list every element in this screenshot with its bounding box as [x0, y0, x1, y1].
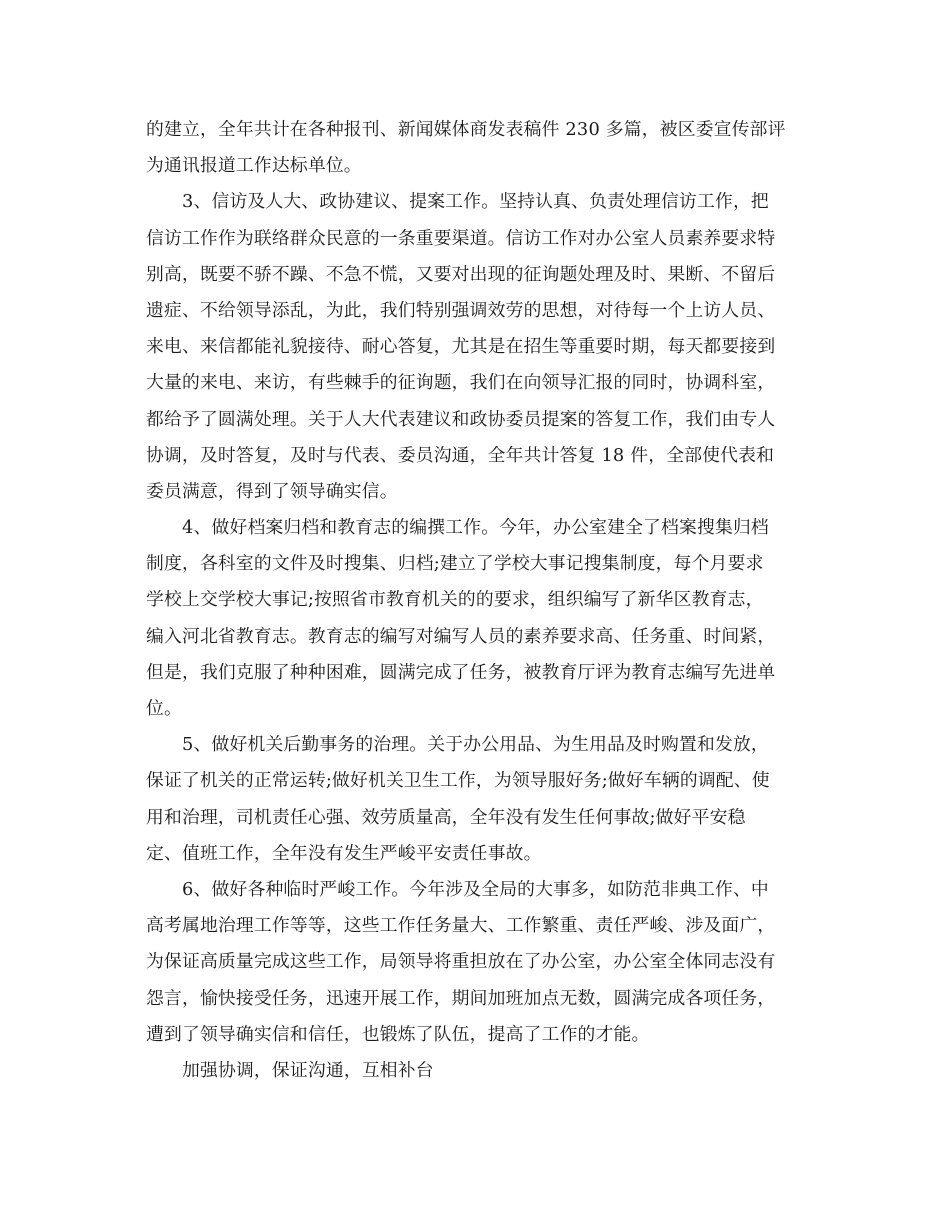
text-line: 高考属地治理工作等等，这些工作任务量大、工作繁重、责任严峻、涉及面广， [146, 915, 776, 937]
text-line: 学校上交学校大事记;按照省市教育机关的的要求，组织编写了新华区教育志， [146, 589, 764, 611]
text-line: 位。 [146, 698, 182, 719]
paragraph-start-line: 5、做好机关后勤事务的治理。关于办公用品、为生用品及时购置和发放， [182, 734, 769, 756]
text-line: 怨言，愉快接受任务，迅速开展工作，期间加班加点无数，圆满完成各项任务， [146, 987, 776, 1009]
text-line: 大量的来电、来访，有些棘手的征询题，我们在向领导汇报的同时，协调科室， [146, 372, 776, 394]
text-line: 的建立，全年共计在各种报刊、新闻媒体商发表稿件 230 多篇，被区委宣传部评 [146, 119, 786, 140]
text-line: 编入河北省教育志。教育志的编写对编写人员的素养要求高、任务重、时间紧， [146, 625, 776, 647]
document-page [146, 112, 806, 1089]
text-line: 委员满意，得到了领导确实信。 [146, 480, 398, 502]
text-line: 别高，既要不骄不躁、不急不慌，又要对出现的征询题处理及时、果断、不留后 [146, 263, 776, 285]
text-line: 遭到了领导确实信和信任，也锻炼了队伍，提高了工作的才能。 [146, 1023, 650, 1045]
text-line: 但是，我们克服了种种困难，圆满完成了任务，被教育厅评为教育志编写先进单 [146, 661, 776, 683]
text-line: 用和治理，司机责任心强、效劳质量高，全年没有发生任何事故;做好平安稳 [146, 806, 746, 828]
text-line: 制度，各科室的文件及时搜集、归档;建立了学校大事记搜集制度，每个月要求 [146, 553, 764, 575]
text-line: 定、值班工作，全年没有发生严峻平安责任事故。 [146, 842, 542, 864]
text-line: 为通讯报道工作达标单位。 [146, 155, 362, 177]
paragraph-start-line: 6、做好各种临时严峻工作。今年涉及全局的大事多，如防范非典工作、中 [182, 878, 769, 900]
text-line: 信访工作作为联络群众民意的一条重要渠道。信访工作对办公室人员素养要求特 [146, 227, 776, 249]
text-line: 保证了机关的正常运转;做好机关卫生工作，为领导服好务;做好车辆的调配、使 [146, 770, 770, 792]
paragraph-start-line: 3、信访及人大、政协建议、提案工作。坚持认真、负责处理信访工作，把 [182, 191, 769, 213]
text-line: 遗症、不给领导添乱，为此，我们特别强调效劳的思想，对待每一个上访人员、 [146, 299, 776, 321]
text-line: 都给予了圆满处理。关于人大代表建议和政协委员提案的答复工作，我们由专人 [146, 408, 776, 430]
text-line: 来电、来信都能礼貌接待、耐心答复，尤其是在招生等重要时期，每天都要接到 [146, 336, 776, 358]
text-line: 协调，及时答复，及时与代表、委员沟通，全年共计答复 18 件，全部使代表和 [146, 444, 775, 466]
text-line: 为保证高质量完成这些工作，局领导将重担放在了办公室，办公室全体同志没有 [146, 951, 776, 973]
paragraph-start-line: 4、做好档案归档和教育志的编撰工作。今年，办公室建全了档案搜集归档 [182, 517, 769, 539]
section-heading: 加强协调，保证沟通，互相补台 [182, 1059, 434, 1081]
